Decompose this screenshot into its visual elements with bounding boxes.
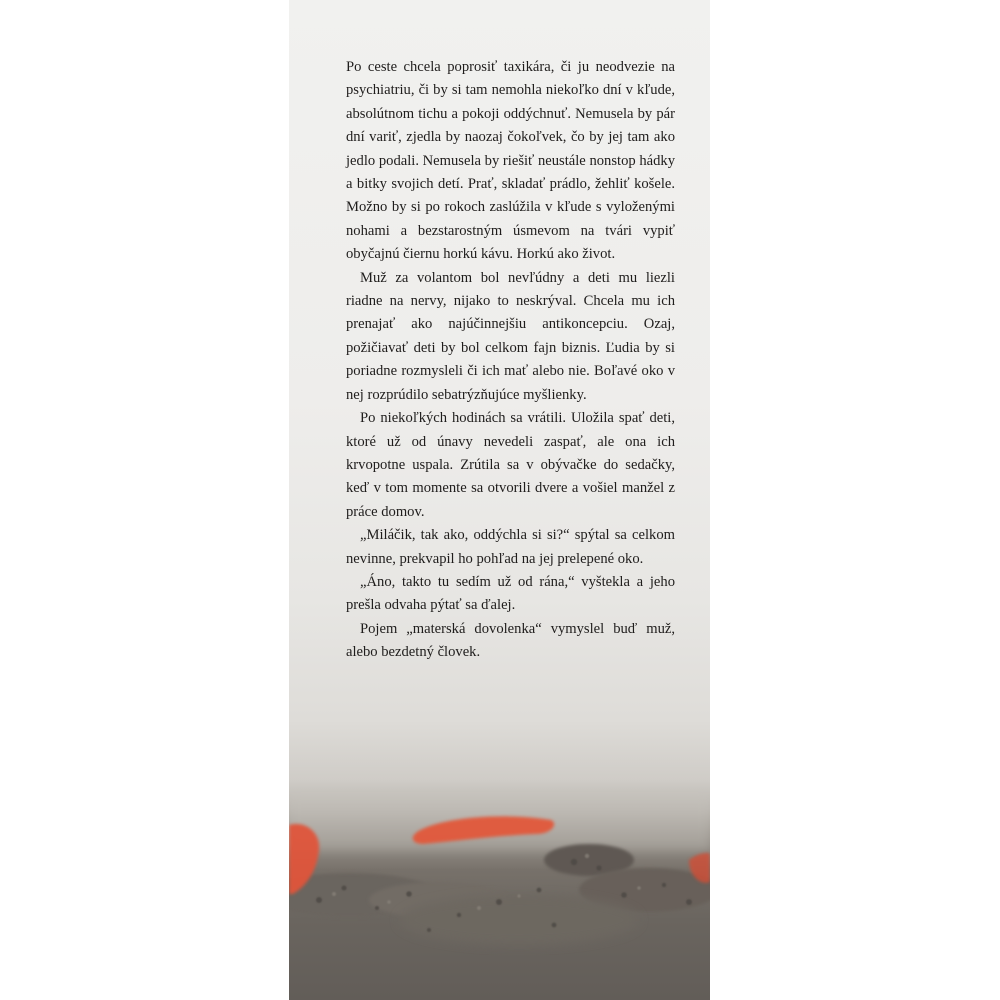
book-page — [289, 0, 710, 1000]
paragraph-5: „Áno, takto tu sedím už od rána,“ vyštekla a jeho prešla odvaha pýtať sa ďalej. — [346, 573, 675, 614]
body-text — [346, 56, 675, 665]
paragraph-2: Muž za volantom bol nevľúdny a deti mu liezli riadne na nervy, nijako to neskrýval. Chcela mu ich prenajať ako najúčinnejšiu antikoncepciu. Ozaj, požičiavať deti by bol celkom fajn biznis. Ľudia by si poriadne rozmysleli či ich mať alebo nie. Boľavé oko v nej rozprúdilo sebatrýzňujúce myšlienky. — [346, 269, 675, 403]
paragraph-1: Po ceste chcela poprosiť taxikára, či ju neodvezie na psychiatriu, či by si tam nemohla niekoľko dní v kľude, absolútnom tichu a pokoji oddýchnuť. Nemusela by pár dní variť, zjedla by naozaj čokoľvek, čo by jej tam ako jedlo podali. Nemusela by riešiť neustále nonstop hádky a bitky svojich detí. Prať, skladať prádlo, žehliť košele. Možno by si po rokoch zaslúžila v kľude s vyloženými nohami a bezstarostným úsmevom na tvári vypiť obyčajnú čiernu horkú kávu. Horkú ako život. — [346, 59, 675, 263]
paragraph-3: Po niekoľkých hodinách sa vrátili. Uložila spať deti, ktoré už od únavy nevedeli zaspať, ale ona ich krvopotne uspala. Zrútila sa v obývačke do sedačky, keď v tom momente sa otvorili dvere a vošiel manžel z práce domov. — [346, 410, 675, 520]
soil-and-petals-illustration — [289, 790, 710, 1000]
paragraph-6: Pojem „materská dovolenka“ vymyslel buď muž, alebo bezdetný človek. — [346, 620, 675, 661]
paragraph-4: „Miláčik, tak ako, oddýchla si si?“ spýtal sa celkom nevinne, prekvapil ho pohľad na jej prelepené oko. — [346, 527, 675, 567]
